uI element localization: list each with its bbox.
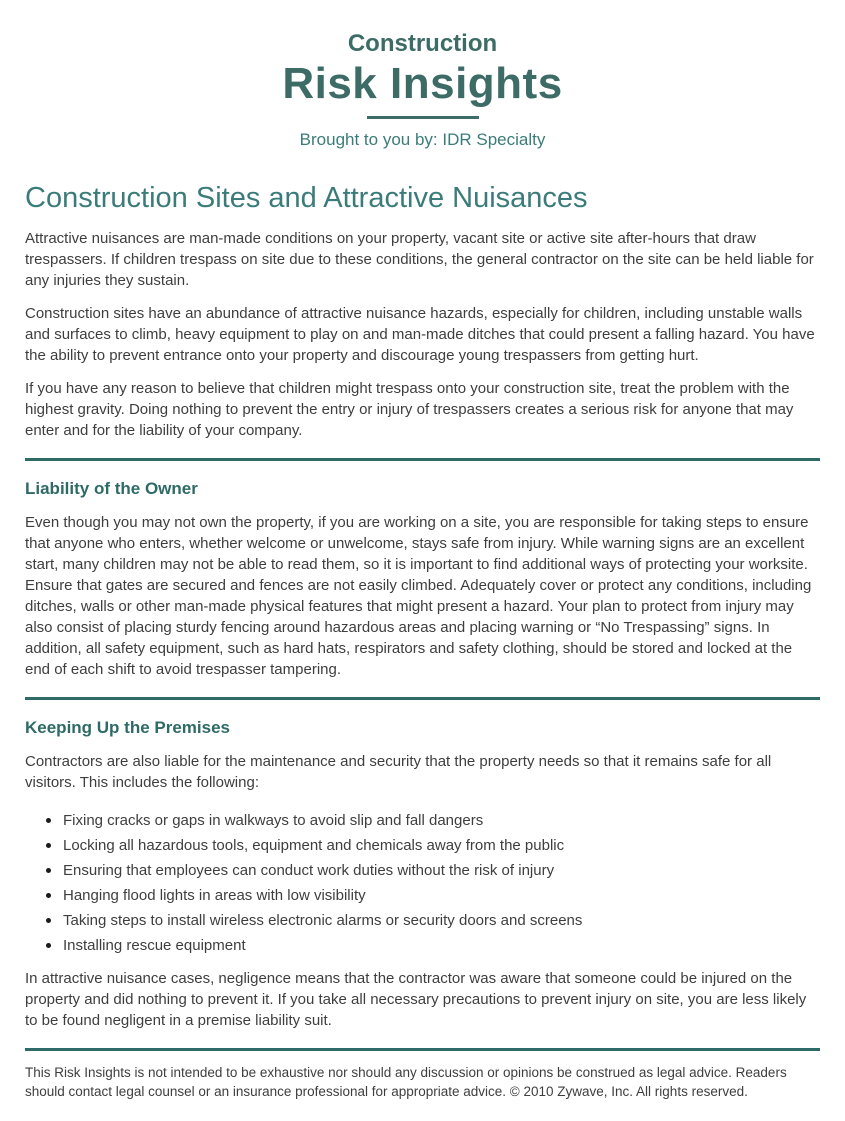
- masthead-title: Risk Insights: [282, 58, 563, 108]
- masthead: [25, 30, 820, 151]
- intro-paragraph-1: Attractive nuisances are man-made conditions on your property, vacant site or active site after-hours that draw trespassers. If children trespass on site due to these conditions, the general contractor on the site can be held liable for any injuries they sustain.: [25, 230, 814, 290]
- list-item: Hanging flood lights in areas with low visibility: [63, 885, 820, 906]
- section-liability: [25, 478, 820, 680]
- masthead-tagline: Brought to you by: IDR Specialty: [299, 130, 546, 150]
- list-item: Locking all hazardous tools, equipment and chemicals away from the public: [63, 835, 820, 856]
- section-divider-2: [25, 697, 820, 700]
- list-item: Ensuring that employees can conduct work duties without the risk of injury: [63, 860, 820, 881]
- article: [25, 181, 820, 1051]
- footer: [25, 1063, 820, 1101]
- article-title: Construction Sites and Attractive Nuisances: [25, 182, 588, 215]
- footer-disclaimer: This Risk Insights is not intended to be exhaustive nor should any discussion or opinions be construed as legal advice. Readers should contact legal counsel or an insurance professional for appropriate advice. © 2010 Zywave, Inc. All rights reserved.: [25, 1065, 787, 1100]
- intro-paragraph-2: Construction sites have an abundance of attractive nuisance hazards, especially for children, including unstable walls and surfaces to climb, heavy equipment to play on and man-made ditches that could present a falling hazard. You have the ability to prevent entrance onto your property and discourage young trespassers from getting hurt.: [25, 305, 815, 365]
- footer-divider: [25, 1048, 820, 1051]
- masthead-underline-divider: [367, 116, 479, 119]
- liability-paragraph: Even though you may not own the property, if you are working on a site, you are responsible for taking steps to ensure that anyone who enters, whether welcome or unwelcome, stays safe from injury. While warning signs are an excellent start, many children may not be able to read them, so it is important to find additional ways of protecting your worksite. Ensure that gates are secured and fences are not easily climbed. Adequately cover or protect any conditions, including ditches, walls or other man-made physical features that might present a hazard. Your plan to protect from injury may also consist of placing sturdy fencing around hazardous areas and placing warning or “No Trespassing” signs. In addition, all safety equipment, such as hard hats, respirators and safety clothing, should be stored and locked at the end of each shift to avoid trespasser tampering.: [25, 514, 812, 679]
- premises-paragraph: Contractors are also liable for the maintenance and security that the property needs so that it remains safe for all visitors. This includes the following:: [25, 753, 772, 792]
- premises-checklist: [25, 810, 820, 956]
- list-item: Installing rescue equipment: [63, 935, 820, 956]
- masthead-kicker: Construction: [347, 30, 498, 57]
- section-heading-premises: Keeping Up the Premises: [25, 718, 231, 738]
- section-divider-1: [25, 458, 820, 461]
- list-item: Fixing cracks or gaps in walkways to avoid slip and fall dangers: [63, 810, 820, 831]
- section-premises: [25, 717, 820, 1031]
- intro-paragraph-3: If you have any reason to believe that children might trespass onto your construction site, treat the problem with the highest gravity. Doing nothing to prevent the entry or injury of trespassers creates a serious risk for anyone that may enter and for the liability of your company.: [25, 380, 794, 440]
- section-heading-liability: Liability of the Owner: [25, 479, 198, 499]
- list-item: Taking steps to install wireless electronic alarms or security doors and screens: [63, 910, 820, 931]
- negligence-paragraph: In attractive nuisance cases, negligence means that the contractor was aware that someone could be injured on the property and did nothing to prevent it. If you take all necessary precautions to prevent injury on site, you are less likely to be found negligent in a premise liability suit.: [25, 970, 807, 1030]
